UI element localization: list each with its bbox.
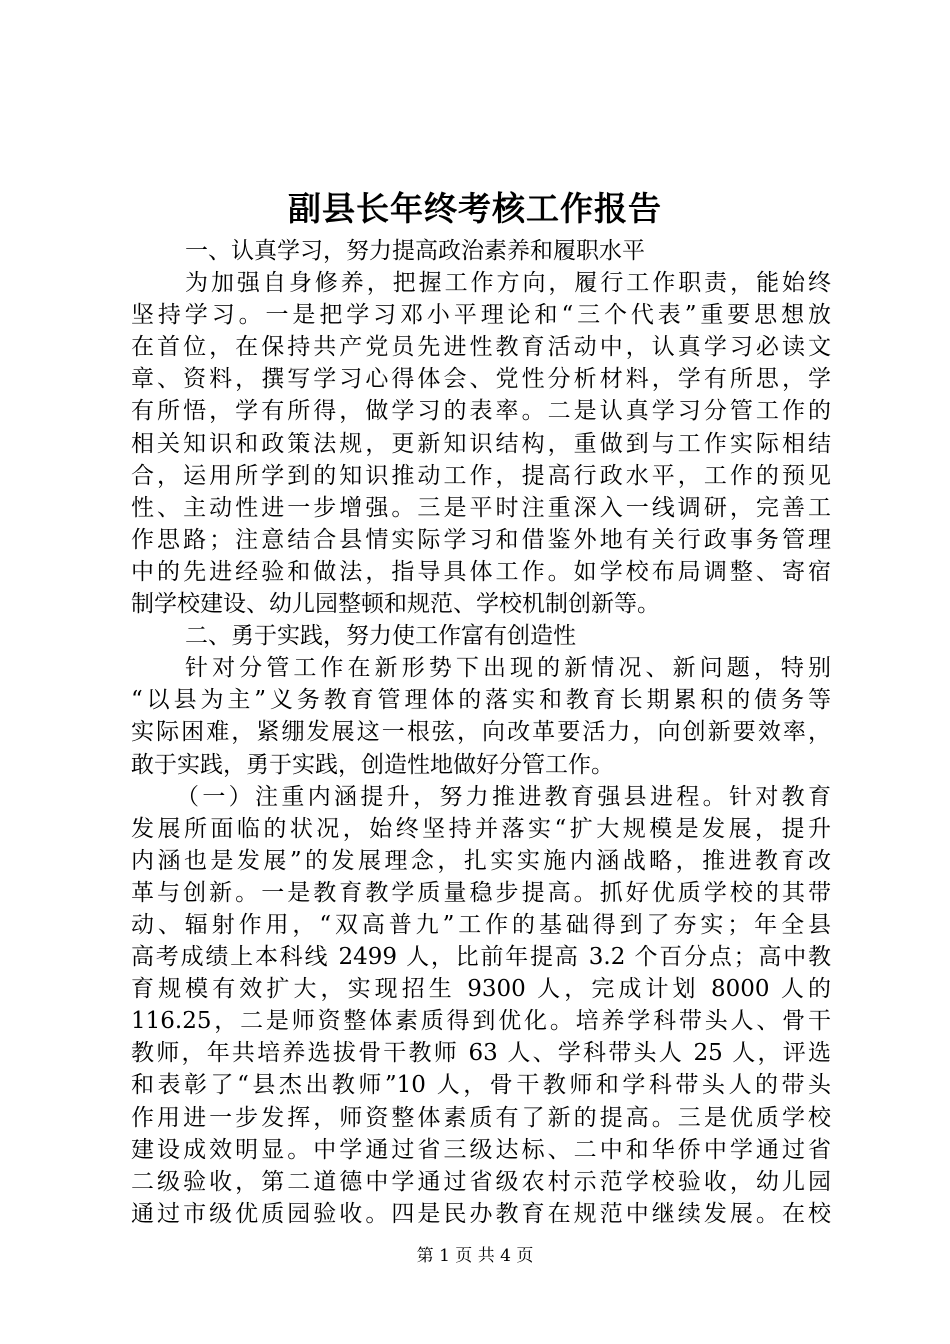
- paragraph-line: 性、主动性进一步增强。三是平时注重深入一线调研，完善工: [131, 494, 831, 521]
- paragraph-line: 高考成绩上本科线 2499 人，比前年提高 3.2 个百分点；高中教: [131, 944, 831, 971]
- paragraph-line: 作思路；注意结合县情实际学习和借鉴外地有关行政事务管理: [131, 526, 831, 553]
- paragraph-line: 为加强自身修养，把握工作方向，履行工作职责，能始终: [185, 270, 831, 297]
- paragraph-line: （一）注重内涵提升，努力推进教育强县进程。针对教育: [176, 783, 831, 810]
- paragraph-line: “以县为主”义务教育管理体的落实和教育长期累积的债务等: [131, 687, 831, 714]
- paragraph-line: 通过市级优质园验收。四是民办教育在规范中继续发展。在校: [131, 1200, 831, 1227]
- paragraph-line: 教师，年共培养选拔骨干教师 63 人、学科带头人 25 人，评选: [131, 1040, 831, 1067]
- paragraph-line: 和表彰了“县杰出教师”10 人，骨干教师和学科带头人的带头: [131, 1072, 831, 1099]
- section-heading-1: 一、认真学习，努力提高政治素养和履职水平: [185, 238, 645, 264]
- document-title: 副县长年终考核工作报告: [288, 189, 662, 228]
- paragraph-line: 建设成效明显。中学通过省三级达标、二中和华侨中学通过省: [131, 1136, 831, 1163]
- paragraph-line: 章、资料，撰写学习心得体会、党性分析材料，学有所思，学: [131, 366, 831, 393]
- paragraph-line: 内涵也是发展”的发展理念，扎实实施内涵战略，推进教育改: [131, 847, 831, 874]
- paragraph-line: 相关知识和政策法规，更新知识结构，重做到与工作实际相结: [131, 430, 831, 457]
- paragraph-line: 针对分管工作在新形势下出现的新情况、新问题，特别: [185, 655, 831, 682]
- page-number-footer: 第 1 页 共 4 页: [416, 1246, 534, 1266]
- paragraph-line: 动、辐射作用，“双高普九”工作的基础得到了夯实；年全县: [131, 911, 831, 938]
- paragraph-line: 实际困难，紧绷发展这一根弦，向改革要活力，向创新要效率，: [131, 719, 831, 746]
- paragraph-line: 作用进一步发挥，师资整体素质有了新的提高。三是优质学校: [131, 1104, 831, 1131]
- paragraph-line: 敢于实践，勇于实践，创造性地做好分管工作。: [131, 751, 614, 778]
- paragraph-line: 116.25，二是师资整体素质得到优化。培养学科带头人、骨干: [131, 1008, 831, 1035]
- paragraph-line: 有所悟，学有所得，做学习的表率。二是认真学习分管工作的: [131, 398, 831, 425]
- paragraph-line: 坚持学习。一是把学习邓小平理论和“三个代表”重要思想放: [131, 302, 831, 329]
- paragraph-line: 中的先进经验和做法，指导具体工作。如学校布局调整、寄宿: [131, 558, 831, 585]
- paragraph-line: 发展所面临的状况，始终坚持并落实“扩大规模是发展，提升: [131, 815, 831, 842]
- paragraph-line: 革与创新。一是教育教学质量稳步提高。抓好优质学校的其带: [131, 879, 831, 906]
- paragraph-line: 二级验收，第二道德中学通过省级农村示范学校验收，幼儿园: [131, 1168, 831, 1195]
- section-heading-2: 二、勇于实践，努力使工作富有创造性: [185, 623, 576, 650]
- paragraph-line: 制学校建设、幼儿园整顿和规范、学校机制创新等。: [131, 591, 660, 618]
- paragraph-line: 育规模有效扩大，实现招生 9300 人，完成计划 8000 人的: [131, 976, 831, 1003]
- paragraph-line: 合，运用所学到的知识推动工作，提高行政水平，工作的预见: [131, 462, 831, 489]
- paragraph-line: 在首位，在保持共产党员先进性教育活动中，认真学习必读文: [131, 334, 831, 361]
- document-body: [131, 235, 831, 1230]
